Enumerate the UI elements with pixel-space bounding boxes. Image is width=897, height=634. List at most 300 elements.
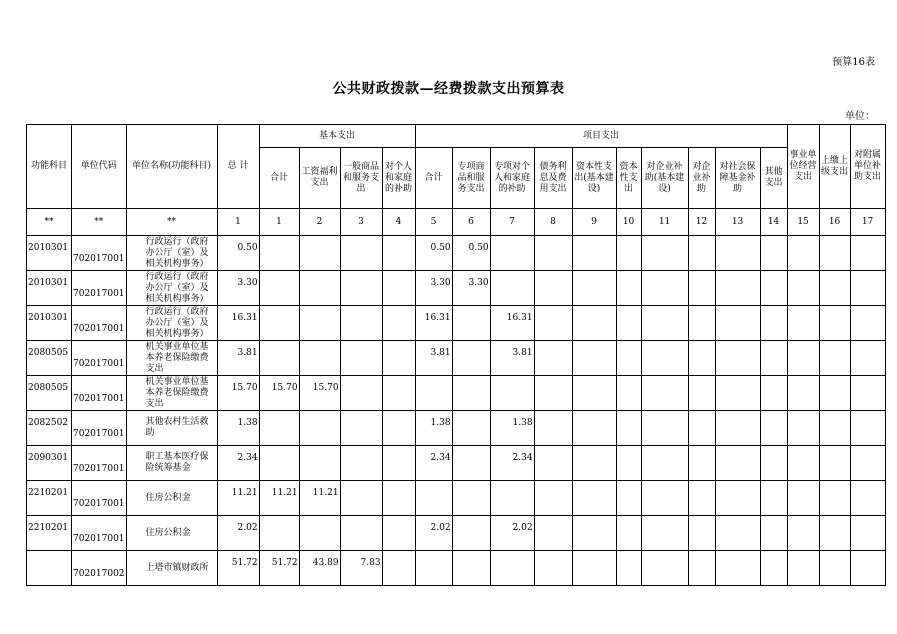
empty-cell xyxy=(616,341,641,376)
amount-cell-p-personal xyxy=(490,411,534,446)
unit-name-cell-text: 行政运行（政府办公厅（室）及相关机构事务） xyxy=(145,236,209,269)
amount-cell-total-text: 2.34 xyxy=(237,452,258,463)
empty-cell xyxy=(688,411,715,446)
unit-code-cell xyxy=(72,376,127,411)
header-project-col: 专项商品和服务支出 xyxy=(452,148,490,209)
unit-code-cell xyxy=(72,236,127,271)
amount-cell-b-wage xyxy=(299,376,340,411)
amount-cell-b-personal-text xyxy=(384,318,414,328)
amount-cell-total-text: 51.72 xyxy=(231,557,258,568)
amount-cell-b-wage-text: 15.70 xyxy=(312,382,339,393)
index-cell: 11 xyxy=(641,209,688,236)
empty-cell xyxy=(787,341,819,376)
unit-name-cell-text: 机关事业单位基本养老保险缴费支出 xyxy=(145,341,209,374)
unit-name-cell-text: 上塔市镇财政所 xyxy=(145,562,209,573)
amount-cell-b-wage-text: 11.21 xyxy=(312,487,339,498)
empty-cell xyxy=(787,446,819,481)
empty-cell xyxy=(787,236,819,271)
header-project-col: 对企业补助(基本建设) xyxy=(641,148,688,209)
amount-cell-p-personal xyxy=(490,236,534,271)
amount-cell-p-total xyxy=(415,551,452,586)
func-code-cell-text: 2090301 xyxy=(28,452,69,463)
unit-name-cell-text: 职工基本医疗保险统筹基金 xyxy=(145,452,209,473)
amount-cell-p-total xyxy=(415,446,452,481)
amount-cell-p-goods-text: 3.30 xyxy=(468,277,489,288)
amount-cell-b-total-text xyxy=(261,248,298,258)
empty-cell xyxy=(572,516,616,551)
amount-cell-b-total-text: 15.70 xyxy=(271,382,298,393)
empty-cell xyxy=(760,236,787,271)
amount-cell-p-personal-text: 1.38 xyxy=(512,417,533,428)
amount-cell-b-goods-text: 7.83 xyxy=(360,557,381,568)
amount-cell-b-personal-text xyxy=(384,248,414,258)
amount-cell-p-total-text xyxy=(417,388,451,398)
unit-name-cell-text: 机关事业单位基本养老保险缴费支出 xyxy=(145,376,209,409)
empty-cell xyxy=(715,481,760,516)
amount-cell-p-personal xyxy=(490,516,534,551)
empty-cell xyxy=(616,376,641,411)
amount-cell-b-goods xyxy=(340,551,382,586)
amount-cell-b-wage xyxy=(299,551,340,586)
amount-cell-b-total-text: 11.21 xyxy=(271,487,298,498)
amount-cell-total xyxy=(217,551,259,586)
index-cell: 14 xyxy=(760,209,787,236)
unit-code-cell-text: 702017001 xyxy=(73,463,125,474)
func-code-cell-text: 2010301 xyxy=(28,242,69,253)
amount-cell-b-goods xyxy=(340,341,382,376)
amount-cell-b-total-text xyxy=(261,283,298,293)
empty-cell xyxy=(819,516,850,551)
header-project-col: 对社会保障基金补助 xyxy=(715,148,760,209)
unit-code-cell xyxy=(72,516,127,551)
empty-cell xyxy=(572,411,616,446)
amount-cell-b-goods-text xyxy=(342,283,381,293)
func-code-cell xyxy=(27,236,72,271)
unit-name-cell xyxy=(126,446,217,481)
index-cell: 1 xyxy=(259,209,299,236)
empty-cell xyxy=(850,306,885,341)
empty-cell xyxy=(850,341,885,376)
index-cell: 4 xyxy=(382,209,415,236)
table-row xyxy=(27,341,886,376)
empty-cell xyxy=(787,551,819,586)
unit-code-cell-text: 702017001 xyxy=(73,393,125,404)
empty-cell xyxy=(715,551,760,586)
amount-cell-b-goods xyxy=(340,271,382,306)
empty-cell xyxy=(534,236,572,271)
table-row xyxy=(27,481,886,516)
empty-cell xyxy=(760,516,787,551)
amount-cell-b-wage xyxy=(299,236,340,271)
amount-cell-b-total xyxy=(259,306,299,341)
amount-cell-p-total xyxy=(415,376,452,411)
amount-cell-b-wage-text xyxy=(301,283,339,293)
amount-cell-b-wage-text xyxy=(301,528,339,538)
amount-cell-p-goods xyxy=(452,481,490,516)
amount-cell-b-personal xyxy=(382,376,415,411)
amount-cell-b-wage xyxy=(299,481,340,516)
header-total: 总 计 xyxy=(217,125,259,209)
amount-cell-total-text: 3.30 xyxy=(237,277,258,288)
header-project-col: 资本性支出 xyxy=(616,148,641,209)
amount-cell-total-text: 15.70 xyxy=(231,382,258,393)
table-row xyxy=(27,411,886,446)
amount-cell-p-personal-text: 3.81 xyxy=(512,347,533,358)
empty-cell xyxy=(641,306,688,341)
empty-cell xyxy=(616,446,641,481)
header-basic-col: 合计 xyxy=(259,148,299,209)
func-code-cell xyxy=(27,551,72,586)
amount-cell-total-text: 3.81 xyxy=(237,347,258,358)
amount-cell-p-goods-text xyxy=(454,353,489,363)
amount-cell-b-personal-text xyxy=(384,283,414,293)
header-extra-1: 事业单位经营支出 xyxy=(787,125,819,209)
amount-cell-total xyxy=(217,481,259,516)
amount-cell-b-total xyxy=(259,236,299,271)
amount-cell-b-goods xyxy=(340,516,382,551)
amount-cell-b-personal xyxy=(382,516,415,551)
empty-cell xyxy=(534,376,572,411)
amount-cell-b-total-text: 51.72 xyxy=(271,557,298,568)
amount-cell-p-personal xyxy=(490,376,534,411)
empty-cell xyxy=(715,376,760,411)
amount-cell-p-personal xyxy=(490,481,534,516)
empty-cell xyxy=(715,306,760,341)
empty-cell xyxy=(715,411,760,446)
amount-cell-b-personal xyxy=(382,481,415,516)
empty-cell xyxy=(534,341,572,376)
amount-cell-b-goods xyxy=(340,446,382,481)
unit-code-cell-text: 702017002 xyxy=(73,568,125,579)
unit-code-cell-text: 702017001 xyxy=(73,498,125,509)
amount-cell-p-goods xyxy=(452,376,490,411)
unit-code-cell xyxy=(72,306,127,341)
amount-cell-total-text: 1.38 xyxy=(237,417,258,428)
amount-cell-total-text: 0.50 xyxy=(237,242,258,253)
header-basic-col: 一般商品和服务支出 xyxy=(340,148,382,209)
amount-cell-b-wage-text xyxy=(301,423,339,433)
func-code-cell xyxy=(27,446,72,481)
unit-code-cell xyxy=(72,481,127,516)
empty-cell xyxy=(760,271,787,306)
index-cell: 2 xyxy=(299,209,340,236)
func-code-cell xyxy=(27,341,72,376)
amount-cell-total-text: 16.31 xyxy=(231,312,258,323)
index-cell: 3 xyxy=(340,209,382,236)
amount-cell-p-total xyxy=(415,516,452,551)
empty-cell xyxy=(760,376,787,411)
amount-cell-p-total xyxy=(415,271,452,306)
index-cell: 10 xyxy=(616,209,641,236)
amount-cell-b-wage xyxy=(299,306,340,341)
unit-name-cell-text: 住房公积金 xyxy=(145,527,191,538)
amount-cell-p-personal-text: 16.31 xyxy=(506,312,533,323)
amount-cell-total xyxy=(217,271,259,306)
func-code-cell xyxy=(27,411,72,446)
empty-cell xyxy=(688,481,715,516)
func-code-cell-text: 2080505 xyxy=(28,347,69,358)
header-extra-2: 上缴上级支出 xyxy=(819,125,850,209)
empty-cell xyxy=(819,481,850,516)
empty-cell xyxy=(787,376,819,411)
empty-cell xyxy=(850,376,885,411)
unit-code-cell xyxy=(72,446,127,481)
amount-cell-p-total xyxy=(415,306,452,341)
header-project-col: 合计 xyxy=(415,148,452,209)
empty-cell xyxy=(688,271,715,306)
amount-cell-b-wage xyxy=(299,516,340,551)
empty-cell xyxy=(850,236,885,271)
empty-cell xyxy=(572,306,616,341)
amount-cell-p-personal-text xyxy=(492,493,533,503)
page-title: 公共财政拨款—经费拨款支出预算表 xyxy=(332,81,565,97)
amount-cell-b-goods-text xyxy=(342,493,381,503)
amount-cell-b-wage-text xyxy=(301,248,339,258)
unit-code-cell-text: 702017001 xyxy=(73,533,125,544)
unit-name-cell xyxy=(126,271,217,306)
amount-cell-p-personal-text xyxy=(492,248,533,258)
amount-cell-b-personal xyxy=(382,341,415,376)
unit-code-cell xyxy=(72,271,127,306)
empty-cell xyxy=(616,516,641,551)
unit-name-cell xyxy=(126,516,217,551)
marker-cell: ** xyxy=(126,209,217,236)
func-code-cell xyxy=(27,271,72,306)
empty-cell xyxy=(760,306,787,341)
amount-cell-b-personal-text xyxy=(384,353,414,363)
amount-cell-p-total xyxy=(415,341,452,376)
unit-code-cell-text: 702017001 xyxy=(73,253,125,264)
header-project-col: 资本性支出(基本建设) xyxy=(572,148,616,209)
amount-cell-b-goods xyxy=(340,306,382,341)
empty-cell xyxy=(715,341,760,376)
index-cell: 8 xyxy=(534,209,572,236)
amount-cell-b-goods-text xyxy=(342,353,381,363)
amount-cell-p-personal-text: 2.02 xyxy=(512,522,533,533)
empty-cell xyxy=(572,236,616,271)
empty-cell xyxy=(572,446,616,481)
table-row xyxy=(27,446,886,481)
func-code-cell-text: 2210201 xyxy=(28,522,69,533)
amount-cell-b-wage-text: 43.89 xyxy=(312,557,339,568)
amount-cell-b-personal-text xyxy=(384,528,414,538)
amount-cell-p-total xyxy=(415,481,452,516)
unit-name-cell xyxy=(126,236,217,271)
table-row xyxy=(27,271,886,306)
header-basic: 基本支出 xyxy=(259,125,415,148)
amount-cell-total-text: 2.02 xyxy=(237,522,258,533)
unit-name-cell-text: 行政运行（政府办公厅（室）及相关机构事务） xyxy=(145,271,209,304)
func-code-cell xyxy=(27,376,72,411)
amount-cell-b-personal xyxy=(382,551,415,586)
empty-cell xyxy=(819,271,850,306)
amount-cell-b-wage xyxy=(299,341,340,376)
amount-cell-p-goods-text: 0.50 xyxy=(468,242,489,253)
empty-cell xyxy=(641,481,688,516)
amount-cell-b-wage-text xyxy=(301,353,339,363)
header-project-col: 专项对个人和家庭的补助 xyxy=(490,148,534,209)
empty-cell xyxy=(572,376,616,411)
amount-cell-p-goods xyxy=(452,306,490,341)
empty-cell xyxy=(760,446,787,481)
amount-cell-p-goods-text xyxy=(454,388,489,398)
func-code-cell xyxy=(27,516,72,551)
header-project-col: 债务利息及费用支出 xyxy=(534,148,572,209)
header-project: 项目支出 xyxy=(415,125,787,148)
amount-cell-b-wage-text xyxy=(301,458,339,468)
amount-cell-p-total xyxy=(415,411,452,446)
amount-cell-p-goods xyxy=(452,271,490,306)
amount-cell-b-personal xyxy=(382,411,415,446)
amount-cell-b-total-text xyxy=(261,528,298,538)
index-cell: 6 xyxy=(452,209,490,236)
table-row xyxy=(27,376,886,411)
table-row xyxy=(27,516,886,551)
amount-cell-p-total-text: 2.34 xyxy=(430,452,451,463)
form-number: 预算16表 xyxy=(832,57,875,68)
amount-cell-b-total xyxy=(259,271,299,306)
amount-cell-p-total-text: 2.02 xyxy=(430,522,451,533)
amount-cell-b-wage xyxy=(299,411,340,446)
amount-cell-p-goods xyxy=(452,411,490,446)
amount-cell-b-personal-text xyxy=(384,563,414,573)
empty-cell xyxy=(641,446,688,481)
func-code-cell-text: 2010301 xyxy=(28,312,69,323)
empty-cell xyxy=(641,551,688,586)
amount-cell-p-personal xyxy=(490,341,534,376)
header-func-code: 功能科目 xyxy=(27,125,72,209)
unit-label: 单位： xyxy=(845,111,875,122)
index-cell: 12 xyxy=(688,209,715,236)
empty-cell xyxy=(819,236,850,271)
amount-cell-p-personal xyxy=(490,446,534,481)
empty-cell xyxy=(688,516,715,551)
amount-cell-b-total xyxy=(259,516,299,551)
empty-cell xyxy=(616,551,641,586)
table-row xyxy=(27,306,886,341)
amount-cell-b-personal xyxy=(382,306,415,341)
unit-name-cell xyxy=(126,306,217,341)
marker-cell: ** xyxy=(72,209,127,236)
unit-name-cell-text: 其他农村生活救助 xyxy=(145,417,209,438)
unit-name-cell-text: 行政运行（政府办公厅（室）及相关机构事务） xyxy=(145,306,209,339)
index-cell: 17 xyxy=(850,209,885,236)
empty-cell xyxy=(850,481,885,516)
empty-cell xyxy=(641,516,688,551)
empty-cell xyxy=(641,376,688,411)
empty-cell xyxy=(572,271,616,306)
func-code-cell-text: 2010301 xyxy=(28,277,69,288)
empty-cell xyxy=(787,481,819,516)
empty-cell xyxy=(616,236,641,271)
index-cell: 5 xyxy=(415,209,452,236)
amount-cell-b-wage xyxy=(299,446,340,481)
empty-cell xyxy=(819,411,850,446)
amount-cell-b-total-text xyxy=(261,318,298,328)
amount-cell-b-goods-text xyxy=(342,528,381,538)
empty-cell xyxy=(641,236,688,271)
amount-cell-b-total-text xyxy=(261,423,298,433)
index-cell: 7 xyxy=(490,209,534,236)
empty-cell xyxy=(641,271,688,306)
amount-cell-b-total xyxy=(259,411,299,446)
empty-cell xyxy=(850,446,885,481)
amount-cell-b-personal xyxy=(382,236,415,271)
amount-cell-total xyxy=(217,376,259,411)
amount-cell-p-total-text: 16.31 xyxy=(424,312,451,323)
header-basic-col: 对个人和家庭的补助 xyxy=(382,148,415,209)
table-row xyxy=(27,551,886,586)
empty-cell xyxy=(534,306,572,341)
unit-code-cell xyxy=(72,411,127,446)
marker-cell: ** xyxy=(27,209,72,236)
empty-cell xyxy=(715,516,760,551)
empty-cell xyxy=(760,481,787,516)
func-code-cell-text: 2082502 xyxy=(28,417,69,428)
amount-cell-b-personal-text xyxy=(384,423,414,433)
amount-cell-p-goods xyxy=(452,341,490,376)
header-unit-code: 单位代码 xyxy=(72,125,127,209)
empty-cell xyxy=(641,341,688,376)
empty-cell xyxy=(616,271,641,306)
func-code-cell-text: 2080505 xyxy=(28,382,69,393)
amount-cell-b-personal xyxy=(382,271,415,306)
empty-cell xyxy=(572,481,616,516)
amount-cell-total-text: 11.21 xyxy=(231,487,258,498)
empty-cell xyxy=(534,551,572,586)
amount-cell-total xyxy=(217,516,259,551)
amount-cell-b-total xyxy=(259,481,299,516)
amount-cell-b-personal xyxy=(382,446,415,481)
empty-cell xyxy=(534,411,572,446)
amount-cell-b-total-text xyxy=(261,353,298,363)
empty-cell xyxy=(760,411,787,446)
amount-cell-p-total-text xyxy=(417,563,451,573)
amount-cell-p-goods-text xyxy=(454,493,489,503)
empty-cell xyxy=(572,551,616,586)
empty-cell xyxy=(819,551,850,586)
amount-cell-b-personal-text xyxy=(384,388,414,398)
header-project-col: 其他支出 xyxy=(760,148,787,209)
amount-cell-b-total xyxy=(259,446,299,481)
empty-cell xyxy=(688,551,715,586)
header-extra-3: 对附属单位补助支出 xyxy=(850,125,885,209)
empty-cell xyxy=(688,341,715,376)
index-cell: 13 xyxy=(715,209,760,236)
amount-cell-total xyxy=(217,306,259,341)
empty-cell xyxy=(850,411,885,446)
amount-cell-p-personal-text: 2.34 xyxy=(512,452,533,463)
amount-cell-p-total-text: 1.38 xyxy=(430,417,451,428)
amount-cell-b-total xyxy=(259,341,299,376)
amount-cell-b-goods-text xyxy=(342,388,381,398)
amount-cell-p-personal-text xyxy=(492,283,533,293)
amount-cell-b-personal-text xyxy=(384,458,414,468)
empty-cell xyxy=(819,341,850,376)
empty-cell xyxy=(787,306,819,341)
amount-cell-b-wage-text xyxy=(301,318,339,328)
amount-cell-p-goods xyxy=(452,236,490,271)
unit-code-cell xyxy=(72,551,127,586)
amount-cell-p-goods-text xyxy=(454,423,489,433)
empty-cell xyxy=(534,271,572,306)
unit-name-cell xyxy=(126,551,217,586)
empty-cell xyxy=(715,446,760,481)
amount-cell-b-wage xyxy=(299,271,340,306)
amount-cell-p-goods-text xyxy=(454,318,489,328)
amount-cell-b-goods xyxy=(340,411,382,446)
unit-name-cell xyxy=(126,481,217,516)
